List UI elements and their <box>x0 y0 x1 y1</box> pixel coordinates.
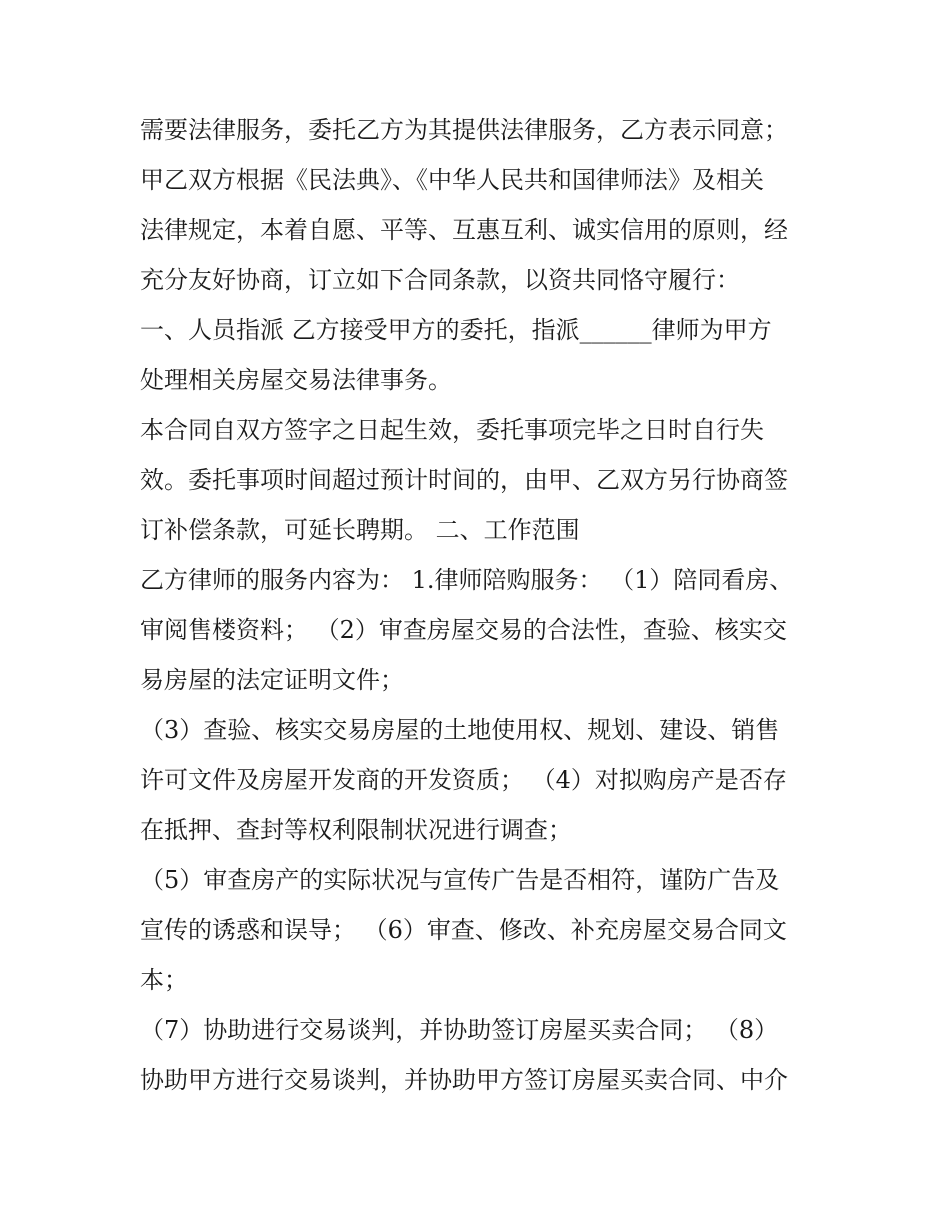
text-line: 在抵押、查封等权利限制状况进行调查； <box>140 816 572 844</box>
text-line: 法律规定，本着自愿、平等、互惠互利、诚实信用的原则，经 <box>140 216 788 244</box>
text-line: 本合同自双方签字之日起生效，委托事项完毕之日时自行失 <box>140 416 764 444</box>
text-line: 一、人员指派 乙方接受甲方的委托，指派______律师为甲方 <box>140 316 772 344</box>
text-line: 协助甲方进行交易谈判，并协助甲方签订房屋买卖合同、中介 <box>140 1066 788 1094</box>
text-line: 处理相关房屋交易法律事务。 <box>140 366 452 394</box>
text-line: 订补偿条款，可延长聘期。 二、工作范围 <box>140 516 580 544</box>
text-line: 甲乙双方根据《民法典》、《中华人民共和国律师法》及相关 <box>140 166 764 194</box>
text-line: 效。委托事项时间超过预计时间的，由甲、乙双方另行协商签 <box>140 466 788 494</box>
text-line: 易房屋的法定证明文件； <box>140 666 404 694</box>
text-line: 许可文件及房屋开发商的开发资质； （4）对拟购房产是否存 <box>140 766 787 794</box>
text-line: （7）协助进行交易谈判，并协助签订房屋买卖合同； （8） <box>140 1016 779 1044</box>
text-line: 乙方律师的服务内容为： 1.律师陪购服务： （1）陪同看房、 <box>140 566 794 594</box>
text-line: 宣传的诱惑和误导； （6）审查、修改、补充房屋交易合同文 <box>140 916 787 944</box>
text-line: （3）查验、核实交易房屋的土地使用权、规划、建设、销售 <box>140 716 780 744</box>
text-line: 审阅售楼资料； （2）审查房屋交易的合法性，查验、核实交 <box>140 616 787 644</box>
text-line: （5）审查房产的实际状况与宣传广告是否相符，谨防广告及 <box>140 866 780 894</box>
text-line: 本； <box>140 966 188 994</box>
text-line: 需要法律服务，委托乙方为其提供法律服务，乙方表示同意； <box>140 116 788 144</box>
document-body <box>140 105 820 1105</box>
text-line: 充分友好协商，订立如下合同条款，以资共同恪守履行： <box>140 266 740 294</box>
